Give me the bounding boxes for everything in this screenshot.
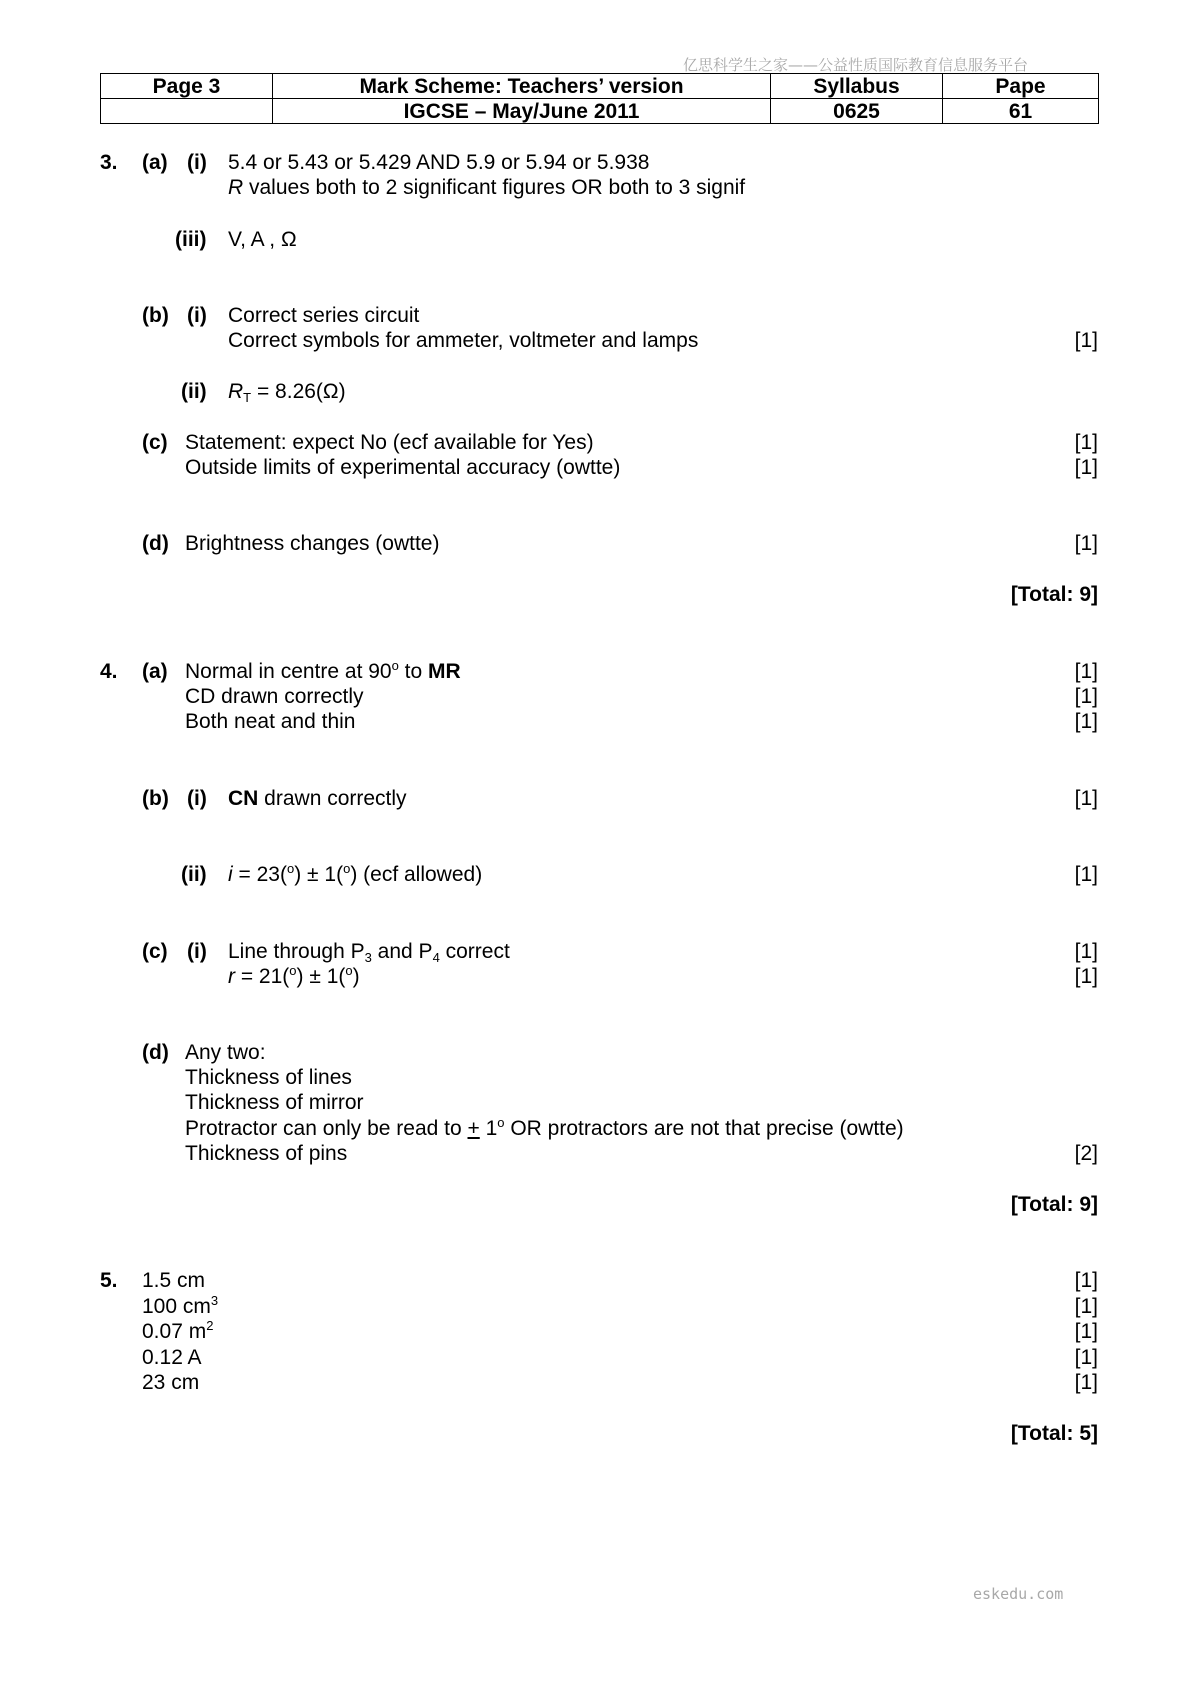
q3-c-mark2: [1] <box>1074 456 1098 479</box>
q4-b-i: (i) <box>187 787 207 810</box>
q4-a-line2: CD drawn correctly <box>185 685 364 708</box>
watermark-bottom: eskedu.com <box>973 1585 1064 1603</box>
q5-item-value: 23 cm <box>142 1371 200 1394</box>
watermark-top: 亿思科学生之家——公益性质国际教育信息服务平台 <box>683 56 1029 74</box>
header-exam: IGCSE – May/June 2011 <box>273 99 771 124</box>
q3-b-i-line1: Correct series circuit <box>228 304 420 327</box>
q5-item-value: 0.07 $m^2$ <box>142 1318 214 1343</box>
q5-total: [Total: 5] <box>1010 1422 1098 1445</box>
q5-item-mark: [1] <box>1074 1371 1098 1394</box>
header-title: Mark Scheme: Teachers’ version <box>273 74 771 99</box>
q3-number: 3. <box>100 151 118 174</box>
q5-number: 5. <box>100 1269 118 1292</box>
q4-a-mark2: [1] <box>1074 685 1098 708</box>
q4-c-i-line1: Line through $P_3$ and $P_4$ correct <box>228 940 510 965</box>
q3-part-a: (a) <box>142 151 168 174</box>
q3-part-c: (c) <box>142 431 168 454</box>
q3-c-mark1: [1] <box>1074 431 1098 454</box>
header-table <box>100 73 1099 124</box>
q5-item-value: 1.5 cm <box>142 1269 206 1292</box>
q3-c-line2: Outside limits of experimental accuracy (owtte) <box>185 456 621 479</box>
q4-d-line2: Thickness of lines <box>185 1066 352 1089</box>
q3-c-line1: Statement: expect No (ecf available for Yes) <box>185 431 594 454</box>
q5-item-mark: [1] <box>1074 1346 1098 1369</box>
q5-item-mark: [1] <box>1074 1320 1098 1343</box>
q4-b-i-mark: [1] <box>1074 787 1098 810</box>
q4-part-b: (b) <box>142 787 169 810</box>
q4-d-line5: Thickness of pins <box>185 1142 348 1165</box>
q3-part-d: (d) <box>142 532 169 555</box>
q3-a-iii-text: V, A , Ω <box>228 228 297 251</box>
q3-b-i-line2: Correct symbols for ammeter, voltmeter and lamps <box>228 329 699 352</box>
q3-d-mark: [1] <box>1074 532 1098 555</box>
q4-total: [Total: 9] <box>1010 1193 1098 1216</box>
q4-c-i-line2: r = 21($^o$) ± 1($^o$) <box>228 963 360 988</box>
q3-a-iii: (iii) <box>175 228 207 251</box>
q4-a-mark3: [1] <box>1074 710 1098 733</box>
q4-b-ii-mark: [1] <box>1074 863 1098 886</box>
q5-item-value: 0.12 A <box>142 1346 202 1369</box>
q4-c-i: (i) <box>187 940 207 963</box>
q4-a-line3: Both neat and thin <box>185 710 356 733</box>
q4-b-ii: (ii) <box>181 863 207 886</box>
header-page: Page 3 <box>101 74 273 99</box>
q4-a-line1: Normal in centre at 90$^o$ to MR <box>185 658 461 683</box>
q5-item-value: 100 $cm^3$ <box>142 1293 219 1318</box>
q3-b-i-mark: [1] <box>1074 329 1098 352</box>
q4-d-mark: [2] <box>1074 1142 1098 1165</box>
q4-d-line3: Thickness of mirror <box>185 1091 364 1114</box>
q4-d-line1: Any two: <box>185 1041 266 1064</box>
q3-a-i-line2: R values both to 2 significant figures OR both to 3 signif <box>228 176 746 199</box>
q4-part-d: (d) <box>142 1041 169 1064</box>
q3-part-b: (b) <box>142 304 169 327</box>
q4-part-a: (a) <box>142 660 168 683</box>
q4-b-i-text: CN drawn correctly <box>228 787 407 810</box>
q4-number: 4. <box>100 660 118 683</box>
q3-a-i-line1: 5.4 or 5.43 or 5.429 AND 5.9 or 5.94 or 5.938 <box>228 151 650 174</box>
q3-b-ii: (ii) <box>181 380 207 403</box>
header-syllabus: 0625 <box>771 99 943 124</box>
q4-c-i-mark2: [1] <box>1074 965 1098 988</box>
q4-a-mark1: [1] <box>1074 660 1098 683</box>
q4-d-line4: Protractor can only be read to + $1^o$ OR protractors are not that precise (owtte) <box>185 1115 904 1140</box>
q3-total: [Total: 9] <box>1010 583 1098 606</box>
q3-a-i: (i) <box>187 151 207 174</box>
q3-b-ii-text: $R_T = 8.26(\Omega)$ <box>228 380 346 405</box>
header-empty-cell <box>101 99 273 124</box>
q4-b-ii-text: i = 23($^o$) ± 1($^o$) (ecf allowed) <box>228 861 483 886</box>
q4-c-i-mark1: [1] <box>1074 940 1098 963</box>
q3-d-line: Brightness changes (owtte) <box>185 532 440 555</box>
q5-item-mark: [1] <box>1074 1295 1098 1318</box>
q5-item-mark: [1] <box>1074 1269 1098 1292</box>
q3-b-i: (i) <box>187 304 207 327</box>
header-syllabus-label: Syllabus <box>771 74 943 99</box>
q4-part-c: (c) <box>142 940 168 963</box>
header-paper-label: Pape <box>943 74 1099 99</box>
header-paper: 61 <box>943 99 1099 124</box>
